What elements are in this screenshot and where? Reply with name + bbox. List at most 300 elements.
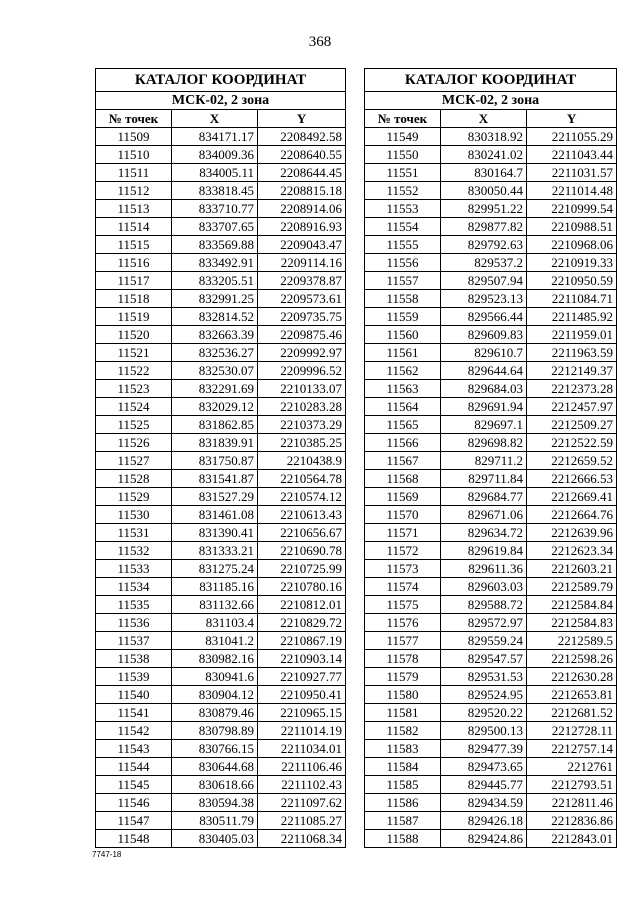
point-number-cell: 11524 [96,398,172,416]
point-number-cell: 11527 [96,452,172,470]
table-row [365,470,617,488]
point-number-cell: 11544 [96,758,172,776]
x-coordinate-cell: 831750.87 [172,452,258,470]
x-coordinate-cell: 831862.85 [172,416,258,434]
point-number-cell: 11518 [96,290,172,308]
point-number-cell: 11551 [365,164,441,182]
point-number-cell: 11514 [96,218,172,236]
y-coordinate-cell: 2212598.26 [527,650,617,668]
point-number-cell: 11509 [96,128,172,146]
x-coordinate-cell: 832536.27 [172,344,258,362]
table-row [96,632,346,650]
column-header-point-number: № точек [96,110,172,128]
y-coordinate-cell: 2211068.34 [258,830,346,848]
y-coordinate-cell: 2211085.27 [258,812,346,830]
point-number-cell: 11550 [365,146,441,164]
x-coordinate-cell: 829572.97 [441,614,527,632]
x-coordinate-cell: 834005.11 [172,164,258,182]
x-coordinate-cell: 829445.77 [441,776,527,794]
point-number-cell: 11565 [365,416,441,434]
point-number-cell: 11582 [365,722,441,740]
table-row [365,560,617,578]
table-row [96,506,346,524]
table-row [96,362,346,380]
y-coordinate-cell: 2208815.18 [258,182,346,200]
point-number-cell: 11534 [96,578,172,596]
point-number-cell: 11560 [365,326,441,344]
coordinate-system-zone: МСК-02, 2 зона [365,92,617,110]
point-number-cell: 11538 [96,650,172,668]
point-number-cell: 11532 [96,542,172,560]
point-number-cell: 11536 [96,614,172,632]
y-coordinate-cell: 2210373.29 [258,416,346,434]
table-row [365,308,617,326]
table-row [96,236,346,254]
x-coordinate-cell: 831132.66 [172,596,258,614]
table-row [365,524,617,542]
x-coordinate-cell: 830766.15 [172,740,258,758]
x-coordinate-cell: 829520.22 [441,704,527,722]
table-row [96,596,346,614]
x-coordinate-cell: 830594.38 [172,794,258,812]
y-coordinate-cell: 2208492.58 [258,128,346,146]
x-coordinate-cell: 829473.65 [441,758,527,776]
y-coordinate-cell: 2208916.93 [258,218,346,236]
coordinate-system-zone: МСК-02, 2 зона [96,92,346,110]
point-number-cell: 11562 [365,362,441,380]
table-row [365,182,617,200]
y-coordinate-cell: 2210283.28 [258,398,346,416]
point-number-cell: 11579 [365,668,441,686]
point-number-cell: 11525 [96,416,172,434]
table-row [365,830,617,848]
y-coordinate-cell: 2210903.14 [258,650,346,668]
y-coordinate-cell: 2210812.01 [258,596,346,614]
point-number-cell: 11510 [96,146,172,164]
x-coordinate-cell: 831527.29 [172,488,258,506]
y-coordinate-cell: 2208640.55 [258,146,346,164]
column-header-y: Y [527,110,617,128]
point-number-cell: 11511 [96,164,172,182]
y-coordinate-cell: 2212639.96 [527,524,617,542]
y-coordinate-cell: 2211043.44 [527,146,617,164]
table-row [365,416,617,434]
table-row [365,776,617,794]
y-coordinate-cell: 2210564.78 [258,470,346,488]
point-number-cell: 11533 [96,560,172,578]
y-coordinate-cell: 2210613.43 [258,506,346,524]
y-coordinate-cell: 2209875.46 [258,326,346,344]
table-row [96,434,346,452]
point-number-cell: 11556 [365,254,441,272]
x-coordinate-cell: 832663.39 [172,326,258,344]
y-coordinate-cell: 2210927.77 [258,668,346,686]
table-row [365,578,617,596]
table-row [365,686,617,704]
x-coordinate-cell: 829792.63 [441,236,527,254]
x-coordinate-cell: 832029.12 [172,398,258,416]
point-number-cell: 11578 [365,650,441,668]
y-coordinate-cell: 2212757.14 [527,740,617,758]
table-row [365,542,617,560]
y-coordinate-cell: 2212761 [527,758,617,776]
y-coordinate-cell: 2212653.81 [527,686,617,704]
x-coordinate-cell: 830904.12 [172,686,258,704]
table-row [365,812,617,830]
y-coordinate-cell: 2212373.28 [527,380,617,398]
table-row [96,452,346,470]
table-row [365,704,617,722]
y-coordinate-cell: 2212681.52 [527,704,617,722]
y-coordinate-cell: 2211055.29 [527,128,617,146]
point-number-cell: 11546 [96,794,172,812]
x-coordinate-cell: 829697.1 [441,416,527,434]
x-coordinate-cell: 829951.22 [441,200,527,218]
point-number-cell: 11575 [365,596,441,614]
y-coordinate-cell: 2208914.06 [258,200,346,218]
x-coordinate-cell: 833569.88 [172,236,258,254]
point-number-cell: 11576 [365,614,441,632]
table-row [96,182,346,200]
table-row [96,416,346,434]
point-number-cell: 11521 [96,344,172,362]
y-coordinate-cell: 2212666.53 [527,470,617,488]
y-coordinate-cell: 2209378.87 [258,272,346,290]
x-coordinate-cell: 829559.24 [441,632,527,650]
x-coordinate-cell: 829603.03 [441,578,527,596]
column-header-x: X [441,110,527,128]
point-number-cell: 11557 [365,272,441,290]
x-coordinate-cell: 829524.95 [441,686,527,704]
x-coordinate-cell: 829523.13 [441,290,527,308]
table-row [96,218,346,236]
y-coordinate-cell: 2210780.16 [258,578,346,596]
table-row [365,236,617,254]
x-coordinate-cell: 830050.44 [441,182,527,200]
x-coordinate-cell: 829634.72 [441,524,527,542]
point-number-cell: 11559 [365,308,441,326]
x-coordinate-cell: 830941.6 [172,668,258,686]
y-coordinate-cell: 2212589.79 [527,578,617,596]
table-row [96,740,346,758]
y-coordinate-cell: 2212149.37 [527,362,617,380]
x-coordinate-cell: 833707.65 [172,218,258,236]
table-row [96,344,346,362]
table-row [96,686,346,704]
point-number-cell: 11573 [365,560,441,578]
y-coordinate-cell: 2212811.46 [527,794,617,812]
x-coordinate-cell: 831541.87 [172,470,258,488]
table-row [365,794,617,812]
x-coordinate-cell: 829434.59 [441,794,527,812]
table-row [365,290,617,308]
table-row [365,740,617,758]
x-coordinate-cell: 829426.18 [441,812,527,830]
x-coordinate-cell: 829698.82 [441,434,527,452]
table-row [365,362,617,380]
point-number-cell: 11513 [96,200,172,218]
x-coordinate-cell: 829531.53 [441,668,527,686]
y-coordinate-cell: 2212589.5 [527,632,617,650]
y-coordinate-cell: 2211106.46 [258,758,346,776]
point-number-cell: 11520 [96,326,172,344]
x-coordinate-cell: 830164.7 [441,164,527,182]
y-coordinate-cell: 2209114.16 [258,254,346,272]
page-number: 368 [308,34,332,50]
point-number-cell: 11512 [96,182,172,200]
point-number-cell: 11537 [96,632,172,650]
x-coordinate-cell: 830511.79 [172,812,258,830]
y-coordinate-cell: 2211014.48 [527,182,617,200]
y-coordinate-cell: 2212623.34 [527,542,617,560]
point-number-cell: 11515 [96,236,172,254]
point-number-cell: 11585 [365,776,441,794]
x-coordinate-cell: 829619.84 [441,542,527,560]
point-number-cell: 11517 [96,272,172,290]
table-row [96,524,346,542]
point-number-cell: 11570 [365,506,441,524]
x-coordinate-cell: 829691.94 [441,398,527,416]
catalog-title: КАТАЛОГ КООРДИНАТ [365,69,617,92]
point-number-cell: 11553 [365,200,441,218]
y-coordinate-cell: 2210725.99 [258,560,346,578]
x-coordinate-cell: 831103.4 [172,614,258,632]
table-row [96,128,346,146]
table-row [365,758,617,776]
x-coordinate-cell: 832991.25 [172,290,258,308]
catalog-title: КАТАЛОГ КООРДИНАТ [96,69,346,92]
point-number-cell: 11583 [365,740,441,758]
table-row [365,632,617,650]
point-number-cell: 11540 [96,686,172,704]
point-number-cell: 11530 [96,506,172,524]
point-number-cell: 11574 [365,578,441,596]
y-coordinate-cell: 2211034.01 [258,740,346,758]
x-coordinate-cell: 833205.51 [172,272,258,290]
table-row [365,668,617,686]
table-row [365,650,617,668]
y-coordinate-cell: 2210656.67 [258,524,346,542]
table-row [96,776,346,794]
table-row [96,290,346,308]
point-number-cell: 11523 [96,380,172,398]
y-coordinate-cell: 2212843.01 [527,830,617,848]
y-coordinate-cell: 2210919.33 [527,254,617,272]
x-coordinate-cell: 830241.02 [441,146,527,164]
x-coordinate-cell: 831333.21 [172,542,258,560]
y-coordinate-cell: 2210867.19 [258,632,346,650]
table-row [365,326,617,344]
point-number-cell: 11586 [365,794,441,812]
table-row [96,308,346,326]
column-header-point-number: № точек [365,110,441,128]
table-row [96,164,346,182]
point-number-cell: 11577 [365,632,441,650]
point-number-cell: 11554 [365,218,441,236]
point-number-cell: 11516 [96,254,172,272]
x-coordinate-cell: 831041.2 [172,632,258,650]
table-row [96,470,346,488]
table-row [365,380,617,398]
x-coordinate-cell: 831185.16 [172,578,258,596]
point-number-cell: 11541 [96,704,172,722]
y-coordinate-cell: 2211485.92 [527,308,617,326]
table-row [365,164,617,182]
table-row [96,704,346,722]
y-coordinate-cell: 2209992.97 [258,344,346,362]
table-row [96,794,346,812]
y-coordinate-cell: 2212659.52 [527,452,617,470]
table-row [96,200,346,218]
table-row [96,758,346,776]
x-coordinate-cell: 831390.41 [172,524,258,542]
y-coordinate-cell: 2211031.57 [527,164,617,182]
y-coordinate-cell: 2212603.21 [527,560,617,578]
y-coordinate-cell: 2210950.41 [258,686,346,704]
point-number-cell: 11566 [365,434,441,452]
y-coordinate-cell: 2210829.72 [258,614,346,632]
point-number-cell: 11567 [365,452,441,470]
point-number-cell: 11569 [365,488,441,506]
point-number-cell: 11564 [365,398,441,416]
x-coordinate-cell: 830644.68 [172,758,258,776]
table-row [96,722,346,740]
x-coordinate-cell: 829609.83 [441,326,527,344]
x-coordinate-cell: 831275.24 [172,560,258,578]
point-number-cell: 11529 [96,488,172,506]
x-coordinate-cell: 833710.77 [172,200,258,218]
point-number-cell: 11549 [365,128,441,146]
x-coordinate-cell: 832291.69 [172,380,258,398]
table-row [96,668,346,686]
point-number-cell: 11581 [365,704,441,722]
x-coordinate-cell: 829877.82 [441,218,527,236]
y-coordinate-cell: 2210950.59 [527,272,617,290]
table-row [96,146,346,164]
point-number-cell: 11563 [365,380,441,398]
point-number-cell: 11561 [365,344,441,362]
x-coordinate-cell: 829477.39 [441,740,527,758]
coordinate-catalog-left [95,68,346,848]
point-number-cell: 11547 [96,812,172,830]
x-coordinate-cell: 829644.64 [441,362,527,380]
table-row [365,200,617,218]
x-coordinate-cell: 831839.91 [172,434,258,452]
column-header-x: X [172,110,258,128]
x-coordinate-cell: 829684.03 [441,380,527,398]
x-coordinate-cell: 829507.94 [441,272,527,290]
y-coordinate-cell: 2208644.45 [258,164,346,182]
point-number-cell: 11531 [96,524,172,542]
point-number-cell: 11522 [96,362,172,380]
table-row [365,434,617,452]
y-coordinate-cell: 2211084.71 [527,290,617,308]
table-row [96,398,346,416]
y-coordinate-cell: 2210574.12 [258,488,346,506]
y-coordinate-cell: 2210438.9 [258,452,346,470]
table-row [96,650,346,668]
table-row [96,560,346,578]
point-number-cell: 11584 [365,758,441,776]
x-coordinate-cell: 829711.2 [441,452,527,470]
x-coordinate-cell: 829610.7 [441,344,527,362]
table-row [96,326,346,344]
x-coordinate-cell: 831461.08 [172,506,258,524]
y-coordinate-cell: 2210385.25 [258,434,346,452]
table-row [96,488,346,506]
point-number-cell: 11535 [96,596,172,614]
coordinate-catalog-right [364,68,617,848]
table-row [96,830,346,848]
y-coordinate-cell: 2210133.07 [258,380,346,398]
table-row [365,128,617,146]
table-row [365,488,617,506]
y-coordinate-cell: 2210965.15 [258,704,346,722]
table-row [96,578,346,596]
point-number-cell: 11580 [365,686,441,704]
table-row [96,812,346,830]
table-row [365,398,617,416]
point-number-cell: 11555 [365,236,441,254]
table-row [365,506,617,524]
y-coordinate-cell: 2211963.59 [527,344,617,362]
point-number-cell: 11587 [365,812,441,830]
y-coordinate-cell: 2210999.54 [527,200,617,218]
x-coordinate-cell: 832530.07 [172,362,258,380]
y-coordinate-cell: 2211014.19 [258,722,346,740]
point-number-cell: 11571 [365,524,441,542]
point-number-cell: 11572 [365,542,441,560]
table-row [365,218,617,236]
x-coordinate-cell: 829671.06 [441,506,527,524]
point-number-cell: 11526 [96,434,172,452]
table-row [365,254,617,272]
y-coordinate-cell: 2212836.86 [527,812,617,830]
x-coordinate-cell: 833492.91 [172,254,258,272]
x-coordinate-cell: 829711.84 [441,470,527,488]
y-coordinate-cell: 2212669.41 [527,488,617,506]
table-row [96,254,346,272]
x-coordinate-cell: 830879.46 [172,704,258,722]
x-coordinate-cell: 829424.86 [441,830,527,848]
y-coordinate-cell: 2210988.51 [527,218,617,236]
y-coordinate-cell: 2212457.97 [527,398,617,416]
y-coordinate-cell: 2210690.78 [258,542,346,560]
x-coordinate-cell: 829684.77 [441,488,527,506]
table-row [96,380,346,398]
x-coordinate-cell: 834009.36 [172,146,258,164]
y-coordinate-cell: 2212728.11 [527,722,617,740]
table-row [365,452,617,470]
y-coordinate-cell: 2209996.52 [258,362,346,380]
table-row [365,614,617,632]
table-row [365,344,617,362]
point-number-cell: 11548 [96,830,172,848]
x-coordinate-cell: 833818.45 [172,182,258,200]
table-row [365,596,617,614]
table-row [96,542,346,560]
x-coordinate-cell: 830798.89 [172,722,258,740]
point-number-cell: 11519 [96,308,172,326]
y-coordinate-cell: 2212522.59 [527,434,617,452]
point-number-cell: 11543 [96,740,172,758]
table-row [365,146,617,164]
y-coordinate-cell: 2212584.83 [527,614,617,632]
x-coordinate-cell: 830405.03 [172,830,258,848]
x-coordinate-cell: 829537.2 [441,254,527,272]
table-row [365,272,617,290]
y-coordinate-cell: 2212664.76 [527,506,617,524]
